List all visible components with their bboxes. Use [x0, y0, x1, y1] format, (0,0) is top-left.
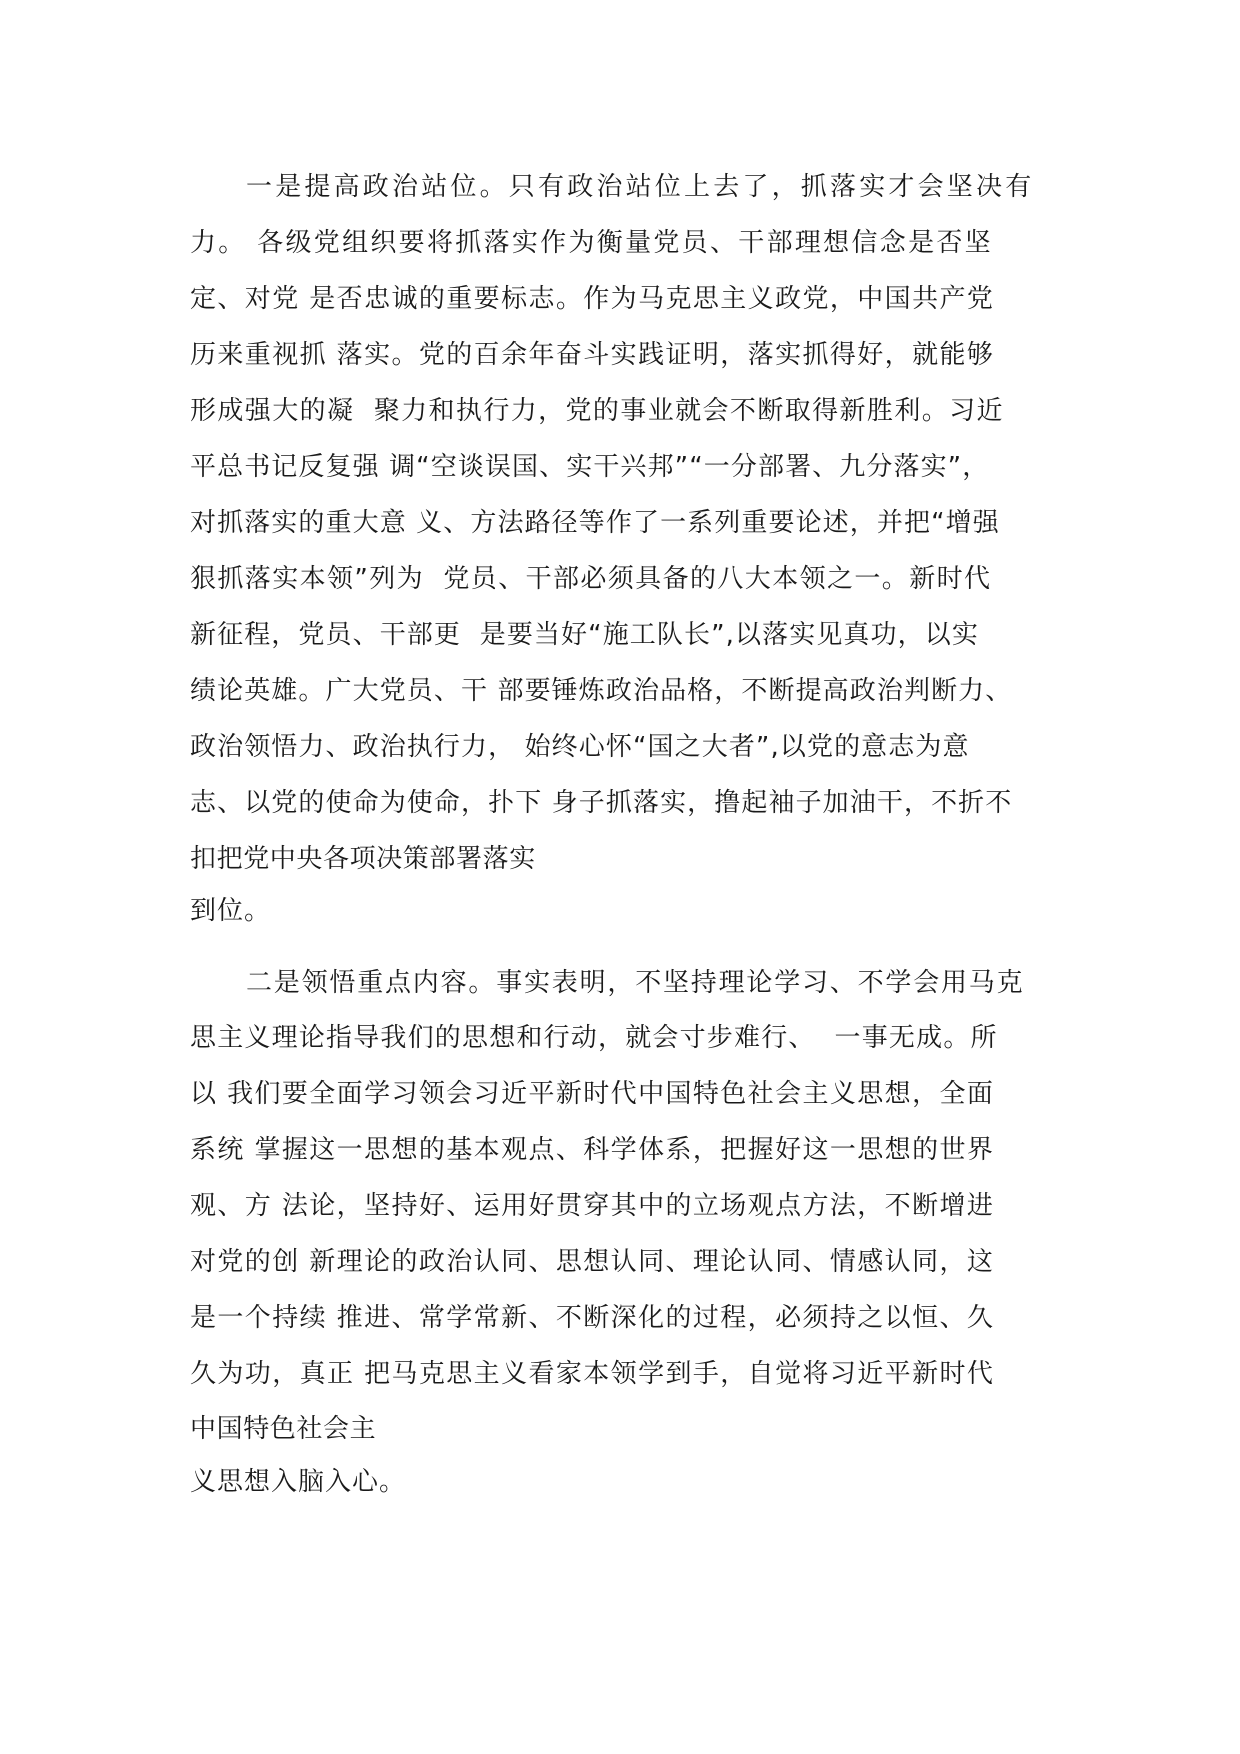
paragraph-line: 中国特色社会主: [190, 1414, 377, 1444]
paragraph-line: 对党的创 新理论的政治认同、思想认同、理论认同、情感认同，这: [190, 1247, 995, 1277]
paragraph-line: 是一个持续 推进、常学常新、不断深化的过程，必须持之以恒、久: [190, 1303, 995, 1333]
paragraph-line: 义思想入脑入心。: [190, 1467, 407, 1497]
paragraph-line: 久为功，真正 把马克思主义看家本领学到手，自觉将习近平新时代: [190, 1359, 995, 1389]
paragraph-line: 二是领悟重点内容。事实表明，不坚持理论学习、不学会用马克: [246, 968, 1025, 998]
paragraph-line: 绩论英雄。广大党员、干 部要锤炼政治品格，不断提高政治判断力、: [190, 676, 1013, 706]
paragraph-line: 观、方 法论，坚持好、运用好贯穿其中的立场观点方法，不断增进: [190, 1191, 995, 1221]
paragraph-line: 狠抓落实本领”列为 党员、干部必须具备的八大本领之一。新时代: [190, 564, 992, 594]
paragraph-line: 系统 掌握这一思想的基本观点、科学体系，把握好这一思想的世界: [190, 1135, 995, 1165]
paragraph-line: 以 我们要全面学习领会习近平新时代中国特色社会主义思想，全面: [190, 1079, 995, 1109]
paragraph-line: 政治领悟力、政治执行力， 始终心怀“国之大者”,以党的意志为意: [190, 732, 970, 762]
paragraph-line: 一是提高政治站位。只有政治站位上去了，抓落实才会坚决有: [246, 172, 1035, 202]
paragraph-line: 历来重视抓 落实。党的百余年奋斗实践证明，落实抓得好，就能够: [190, 340, 995, 370]
paragraph-line: 形成强大的凝 聚力和执行力，党的事业就会不断取得新胜利。习近: [190, 396, 1004, 426]
paragraph-line: 思主义理论指导我们的思想和行动，就会寸步难行、 一事无成。所: [190, 1023, 998, 1053]
paragraph-line: 到位。: [190, 896, 272, 926]
paragraph-line: 平总书记反复强 调“空谈误国、实干兴邦”“一分部署、九分落实”，: [190, 452, 990, 482]
paragraph-line: 力。 各级党组织要将抓落实作为衡量党员、干部理想信念是否坚: [190, 228, 993, 258]
paragraph-line: 扣把党中央各项决策部署落实: [190, 844, 536, 874]
paragraph-line: 新征程，党员、干部更 是要当好“施工队长”,以落实见真功，以实: [190, 620, 979, 650]
paragraph-line: 对抓落实的重大意 义、方法路径等作了一系列重要论述，并把“增强: [190, 508, 1000, 538]
paragraph-line: 志、以党的使命为使命，扑下 身子抓落实，撸起袖子加油干，不折不: [190, 788, 1013, 818]
paragraph-line: 定、对党 是否忠诚的重要标志。作为马克思主义政党，中国共产党: [190, 284, 995, 314]
